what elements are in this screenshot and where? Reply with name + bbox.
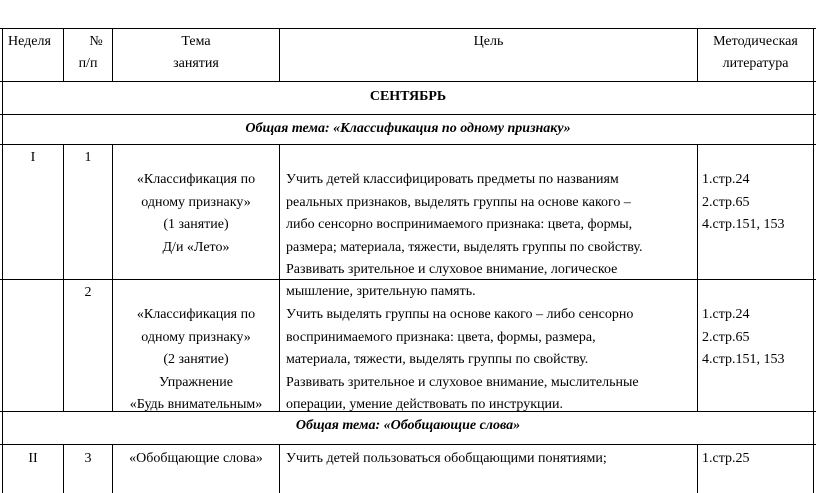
header-goal (280, 31, 697, 53)
lesson-goal: Учить выделять группы на основе какого – либо сенсорно воспринимаемого признака: цвета, формы, размера, материала, тяжести, выделять группы по свойству. Развивать зрительное и слуховое внимание, мыслительные операции, умение действовать по инструкции. (286, 307, 639, 413)
lesson-topic: «Классификация по одному признаку» (1 занятие) Д/и «Лето» (136, 172, 256, 255)
lesson-literature: 1.стр.24 2.стр.65 4.стр.151, 153 (702, 172, 785, 233)
general-topic-heading (3, 415, 813, 437)
table-border-right (813, 28, 814, 493)
header-number-sub: п/п (78, 56, 98, 72)
lesson-topic: «Обобщающие слова» (129, 451, 263, 466)
lesson-goal: Учить детей пользоваться обобщающими понятиями; (286, 451, 607, 466)
general-topic-heading (3, 118, 813, 140)
month-label: СЕНТЯБРЬ (369, 89, 447, 104)
table-row-literature (702, 147, 812, 237)
table-row-topic (113, 147, 279, 259)
lesson-number: 1 (84, 150, 92, 165)
week-value: I (30, 150, 36, 165)
table-row-goal (286, 448, 694, 470)
lesson-number: 3 (84, 451, 92, 466)
row-divider (0, 444, 816, 445)
week-value: II (28, 451, 38, 466)
lesson-topic: «Классификация по одному признаку» (2 занятие) Упражнение «Будь внимательным» (129, 307, 263, 413)
header-number (64, 31, 112, 76)
table-row-topic (113, 448, 279, 470)
row-divider (0, 144, 816, 145)
lesson-number: 2 (84, 285, 92, 300)
header-literature-line2: литература (722, 56, 789, 72)
lesson-goal: Учить детей классифицировать предметы по названиям реальных признаков, выделять группы на основе какого – либо сенсорно воспринимаемого признака: цвета, формы, размера; материала, тяжести, выделять группы по свойству. Развивать зрительное и слуховое внимание, логическое мышление, зрительную память. (286, 172, 643, 300)
column-divider (63, 144, 64, 411)
header-literature (698, 31, 813, 76)
column-divider (697, 144, 698, 411)
column-divider (697, 444, 698, 493)
row-divider (0, 81, 816, 82)
table-row-number (64, 147, 112, 169)
header-week (8, 31, 51, 53)
header-topic-line1: Тема (181, 34, 211, 49)
table-row-number (64, 448, 112, 470)
table-border-top (0, 28, 816, 29)
table-row-week (3, 147, 63, 169)
table-row-goal (286, 282, 694, 416)
header-number-symbol: № (89, 34, 103, 49)
lesson-literature: 1.стр.24 2.стр.65 4.стр.151, 153 (702, 307, 785, 368)
column-divider (279, 444, 280, 493)
table-row-week (3, 448, 63, 470)
table-row-number (64, 282, 112, 304)
header-topic-line2: занятия (173, 56, 219, 72)
row-divider (0, 114, 816, 115)
table-row-literature (702, 282, 812, 372)
header-topic (113, 31, 279, 76)
general-topic-label: Общая тема: «Классификация по одному признаку» (245, 121, 571, 136)
table-row-goal (286, 147, 694, 304)
header-week-label: Неделя (8, 34, 51, 49)
lesson-literature: 1.стр.25 (702, 451, 750, 466)
month-heading (3, 86, 813, 108)
header-goal-label: Цель (473, 34, 504, 49)
general-topic-label: Общая тема: «Обобщающие слова» (295, 418, 521, 433)
header-literature-line1: Методическая (713, 34, 798, 49)
table-row-literature (702, 448, 812, 470)
column-divider (279, 144, 280, 411)
table-row-topic (113, 282, 279, 416)
